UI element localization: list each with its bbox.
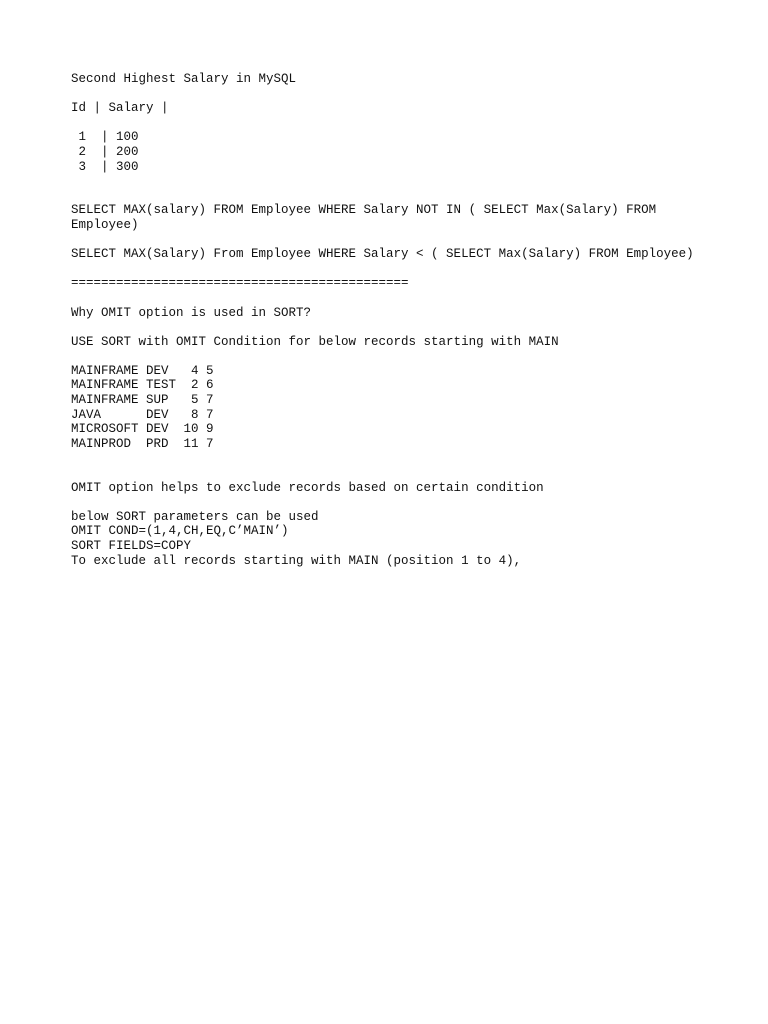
spacer [71,233,711,248]
spacer [71,87,711,102]
record-line: MAINFRAME SUP 5 7 [71,393,214,408]
sql-query-not-in: SELECT MAX(salary) FROM Employee WHERE Salary NOT IN ( SELECT Max(Salary) FROM Employee) [71,203,664,232]
spacer [71,291,711,306]
omit-cond-param: OMIT COND=(1,4,CH,EQ,C’MAIN’) [71,524,289,539]
spacer [71,320,711,335]
separator-line: ============================================= [71,276,409,291]
spacer [71,349,711,364]
sort-instruction: USE SORT with OMIT Condition for below records starting with MAIN [71,334,559,349]
salary-table-row: 3 | 300 [71,159,139,174]
salary-table-row: 2 | 200 [71,144,139,159]
record-line: JAVA DEV 8 7 [71,407,214,422]
sort-question: Why OMIT option is used in SORT? [71,305,312,320]
spacer [71,116,711,131]
record-line: MICROSOFT DEV 10 9 [71,422,214,437]
record-line: MAINPROD PRD 11 7 [71,436,214,451]
spacer [71,451,711,480]
spacer [71,174,711,203]
sql-query-less-than: SELECT MAX(Salary) From Employee WHERE Salary < ( SELECT Max(Salary) FROM Employee) [71,247,694,262]
record-line: MAINFRAME DEV 4 5 [71,363,214,378]
param-note: To exclude all records starting with MAIN (position 1 to 4), [71,553,522,568]
omit-answer: OMIT option helps to exclude records based on certain condition [71,480,544,495]
sort-fields-param: SORT FIELDS=COPY [71,539,192,553]
salary-table-header: Id | Salary | [71,101,169,116]
salary-table-row: 1 | 100 [71,130,139,145]
sort-params-intro: below SORT parameters can be used [71,509,319,524]
spacer [71,262,711,277]
record-line: MAINFRAME TEST 2 6 [71,378,214,393]
document-title: Second Highest Salary in MySQL [71,72,297,86]
document-page [71,72,711,568]
spacer [71,495,711,510]
